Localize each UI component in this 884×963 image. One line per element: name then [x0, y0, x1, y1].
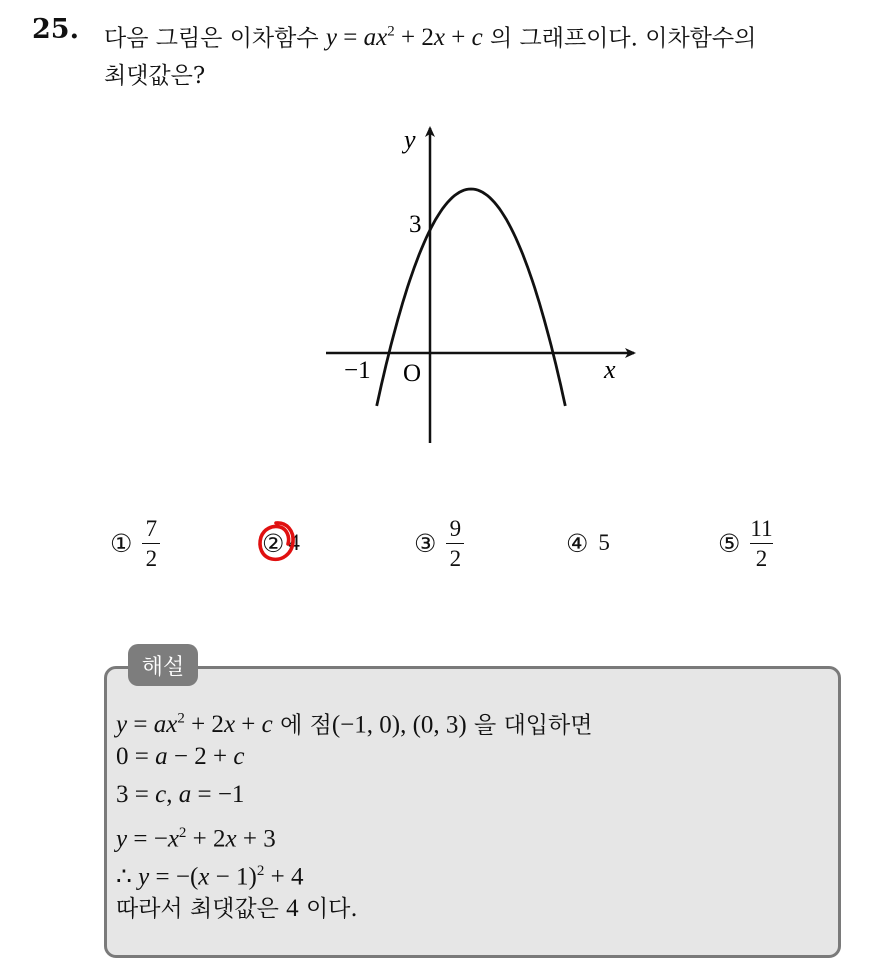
- solution-line-6: [116, 890, 592, 928]
- solution-line-1-eq: $y = ax^2 + 2x + c$: [116, 711, 273, 739]
- choice-5-fraction: [750, 516, 772, 571]
- origin-label: O: [403, 360, 422, 387]
- solution-line-1: [116, 700, 592, 738]
- choice-2-value: 4: [288, 530, 300, 555]
- choice-5-denominator: 2: [755, 545, 768, 571]
- solution-tag: 해설: [128, 644, 198, 686]
- solution-line-4: $y = -x^2 + 2x + 3$: [116, 825, 276, 853]
- y-axis-label: y: [404, 125, 416, 154]
- choice-4[interactable]: [566, 512, 610, 574]
- choice-4-mark: ④: [566, 528, 589, 558]
- solution-line-5: ∴ $y = -(x - 1)^2 + 4$: [116, 863, 304, 891]
- choice-1[interactable]: [110, 512, 160, 574]
- choice-4-value: 5: [598, 530, 610, 555]
- stem-text-a: 다음 그림은 이차함수: [104, 25, 319, 52]
- choice-3-mark: ③: [414, 528, 437, 558]
- choice-1-denominator: 2: [145, 545, 158, 571]
- choice-3-numerator: 9: [449, 515, 462, 541]
- stem-text-b: 의 그래프이다. 이차함수의: [489, 25, 757, 52]
- choice-3-fraction: [446, 516, 464, 571]
- x-axis-label: x: [604, 355, 616, 384]
- choice-2-mark-text: ②: [262, 528, 285, 558]
- choice-2[interactable]: [262, 512, 300, 574]
- choice-2-mark: [262, 529, 284, 558]
- stem-text-c: 최댓값은?: [104, 63, 206, 90]
- choice-1-fraction: [142, 516, 160, 571]
- solution-line-2: 0 = a − 2 + c: [116, 743, 245, 770]
- solution-body: [116, 700, 592, 928]
- stem-equation: $y = ax^2 + 2x + c$: [325, 24, 483, 52]
- choice-3[interactable]: [414, 512, 464, 574]
- solution-line-6-text-b: 이다.: [305, 896, 358, 922]
- choice-5-numerator: 11: [750, 515, 773, 541]
- solution-line-3: 3 = c, a = −1: [116, 781, 245, 808]
- choice-1-mark: ①: [110, 528, 133, 558]
- solution-line-1-text-a: 에 점: [280, 712, 332, 739]
- solution-line-1-text-b: 을 대입하면: [474, 712, 593, 739]
- solution-line-6-text-a: 따라서 최댓값은: [116, 896, 279, 922]
- solution-line-6-value: 4: [286, 895, 299, 922]
- x-intercept-label: −1: [344, 357, 371, 384]
- y-intercept-label: 3: [409, 211, 422, 238]
- choice-5[interactable]: [718, 512, 773, 574]
- solution-line-1-points: (−1, 0), (0, 3): [331, 711, 467, 739]
- question-number: 25.: [32, 14, 79, 45]
- choice-5-mark: ⑤: [718, 528, 741, 558]
- choice-3-denominator: 2: [449, 545, 462, 571]
- choice-1-numerator: 7: [145, 515, 158, 541]
